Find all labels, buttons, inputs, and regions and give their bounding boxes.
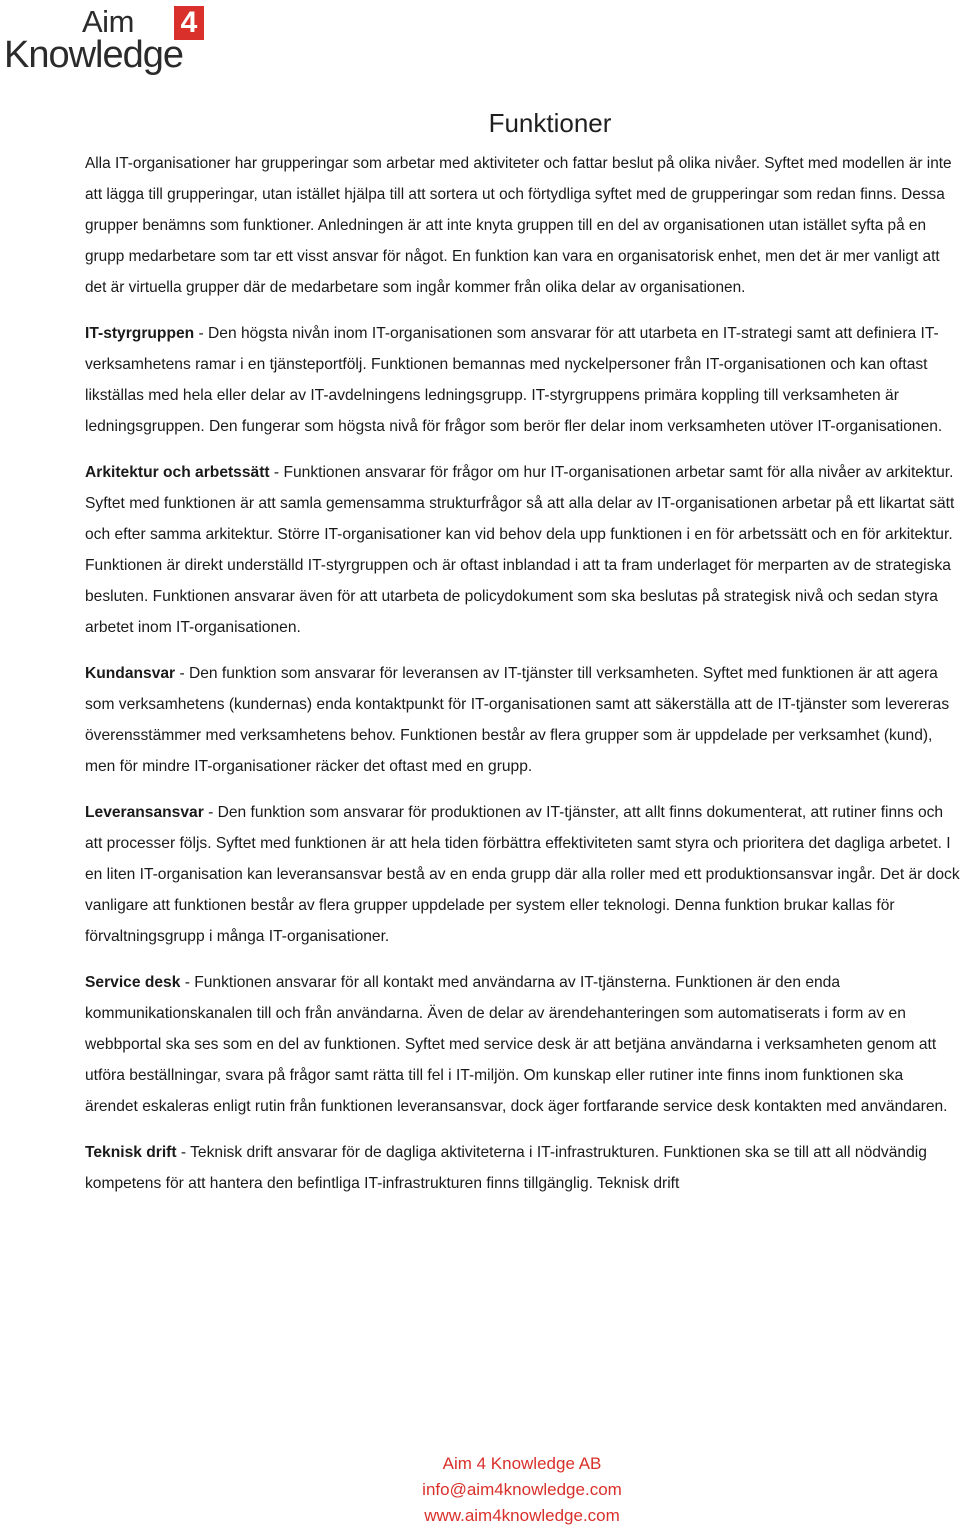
section-text: - Funktionen ansvarar för frågor om hur IT-organisationen arbetar samt för alla nivåer av arkitektur. Syftet med funktionen är att samla gemensamma strukturfrågor så att alla delar av IT-organisationen arbetar på ett likartat sätt och efter samma arkitektur. Större IT-organisationer kan vid behov dela upp funktionen i en för arbetssätt och en för arkitektur. Funktionen är direkt underställd IT-styrgruppen och är oftast inblandad i att ta fram underlaget för merparten av de strategiska besluten. Funktionen ansvarar även för att utarbeta de policydokument som ska beslutas på strategisk nivå och sedan styra arbetet inom IT-organisationen.: [85, 464, 955, 636]
section-term: IT-styrgruppen: [85, 325, 195, 342]
footer-website-link[interactable]: www.aim4knowledge.com: [424, 1506, 620, 1525]
section-term: Leveransansvar: [85, 804, 204, 821]
section-text: - Den funktion som ansvarar för produktionen av IT-tjänster, att allt finns dokumenterat, att rutiner finns och att processer följs. Syftet med funktionen är att hela tiden förbättra effektiviteten samt styra och prioritera det dagliga arbetet. I en liten IT-organisation kan leveransansvar bestå av en enda grupp där alla roller med ett produktionsansvar ingår. Det är dock vanligare att funktionen består av flera grupper uppdelade per system eller teknologi. Denna funktion brukar kallas för förvaltningsgrupp i många IT-organisationer.: [85, 804, 960, 945]
section-text: - Den funktion som ansvarar för leveransen av IT-tjänster till verksamheten. Syftet med funktionen är att agera som verksamhetens (kundernas) enda kontaktpunkt för IT-organisationen samt att säkerställa att de IT-tjänster som levereras överensstämmer med verksamhetens behov. Funktionen består av flera grupper som är uppdelade per verksamhet (kund), men för mindre IT-organisationer räcker det oftast med en grupp.: [85, 665, 950, 775]
section-text: - Teknisk drift ansvarar för de dagliga aktiviteterna i IT-infrastrukturen. Funktionen ska se till att all nödvändig kompetens för att hantera den befintliga IT-infrastrukturen finns tillgänglig. Teknisk drift: [85, 1144, 927, 1192]
section-teknisk-drift: [85, 1137, 960, 1199]
section-arkitektur: [85, 457, 960, 643]
section-term: Kundansvar: [85, 665, 176, 682]
logo-digit-badge: 4: [174, 6, 204, 40]
document-body: [85, 148, 960, 1214]
logo-text-knowledge: Knowledge: [4, 34, 184, 76]
intro-paragraph: Alla IT-organisationer har grupperingar som arbetar med aktiviteter och fattar beslut på olika nivåer. Syftet med modellen är inte att lägga till grupperingar, utan istället hjälpa till att sortera ut och förtydliga syftet med de grupperingar som redan finns. Dessa grupper benämns som funktioner. Anledningen är att inte knyta gruppen till en del av organisationen utan istället syfta på en grupp medarbetare som tar ett visst ansvar för något. En funktion kan vara en organisatorisk enhet, men det är mer vanligt att det är virtuella grupper där de medarbetare som ingår kommer från olika delar av organisationen.: [85, 155, 952, 296]
section-service-desk: [85, 967, 960, 1122]
section-text: - Funktionen ansvarar för all kontakt med användarna av IT-tjänsterna. Funktionen är den enda kommunikationskanalen till och från användarna. Även de delar av ärendehanteringen som automatiserats i form av en webbportal ska ses som en del av funktionen. Syftet med service desk är att betjäna användarna i verksamheten genom att utföra beställningar, svara på frågor samt rätta till fel i IT-miljön. Om kunskap eller rutiner inte finns inom funktionen ska ärendet eskaleras enligt rutin från funktionen leveransansvar, dock äger fortfarande service desk kontakten med användaren.: [85, 974, 948, 1115]
section-term: Arkitektur och arbetssätt: [85, 464, 270, 481]
logo-text-aim: Aim: [82, 4, 134, 39]
section-term: Teknisk drift: [85, 1144, 177, 1161]
footer-company: Aim 4 Knowledge AB: [442, 1454, 602, 1473]
page-title: Funktioner: [488, 108, 612, 138]
section-text: - Den högsta nivån inom IT-organisationen som ansvarar för att utarbeta en IT-strategi samt att definiera IT-verksamhetens ramar i en tjänsteportfölj. Funktionen bemannas med nyckelpersoner från IT-organisationen och kan oftast likställas med hela eller delar av IT-avdelningens ledningsgrupp. IT-styrgruppens primära koppling till verksamheten är ledningsgruppen. Den fungerar som högsta nivå för frågor som berör fler delar inom verksamheten utöver IT-organisationen.: [85, 325, 943, 435]
company-logo: [4, 4, 214, 80]
section-kundansvar: [85, 658, 960, 782]
section-leveransansvar: [85, 797, 960, 952]
section-term: Service desk: [85, 974, 181, 991]
page-footer: [0, 1451, 960, 1529]
footer-email-link[interactable]: info@aim4knowledge.com: [422, 1480, 622, 1499]
section-it-styrgruppen: [85, 318, 960, 442]
